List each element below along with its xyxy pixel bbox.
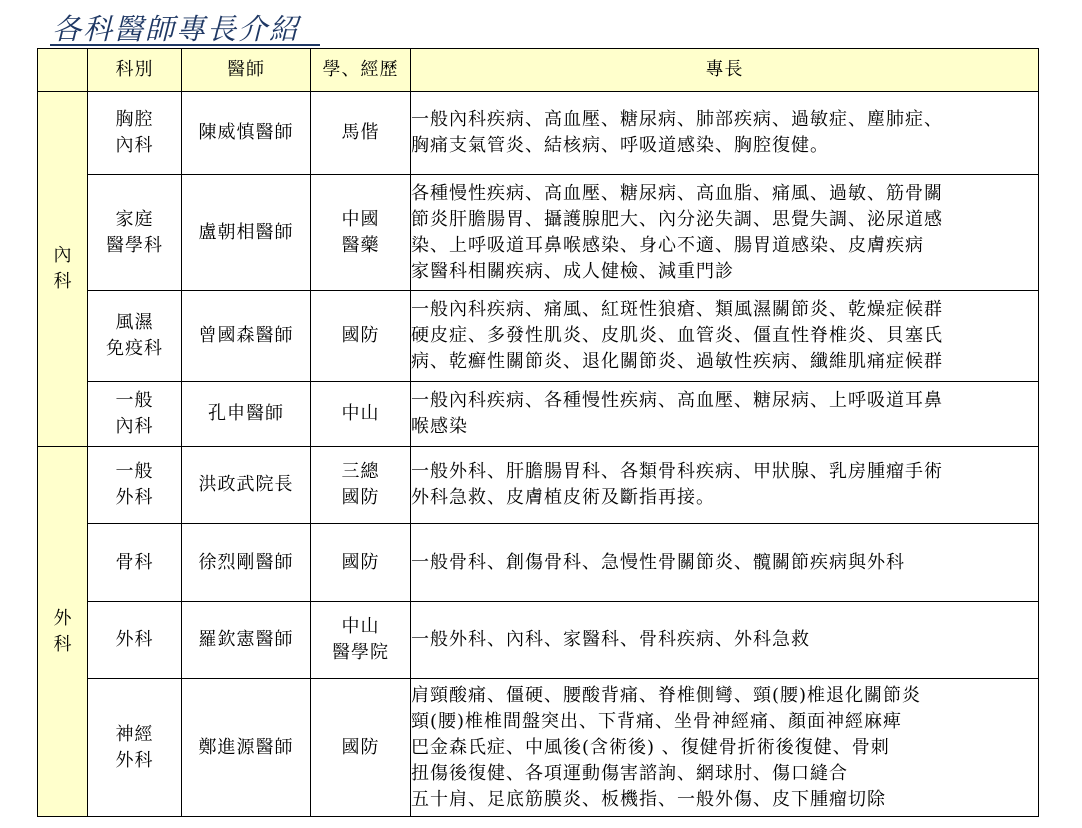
group-label: 科: [53, 271, 72, 292]
specialty-line: 巴金森氏症、中風後(含術後) 、復健骨折術後復健、骨刺: [411, 736, 890, 758]
specialty-line: 硬皮症、多發性肌炎、皮肌炎、血管炎、僵直性脊椎炎、貝塞氏: [411, 325, 943, 346]
school-cell: [311, 679, 411, 817]
specialty-cell: [411, 92, 1039, 175]
dept-label: 一般: [115, 390, 154, 411]
doctor-cell: 陳威慎醫師: [182, 92, 311, 175]
dept-cell: [88, 447, 182, 524]
specialty-cell: [411, 291, 1039, 382]
dept-label: 內科: [115, 135, 154, 156]
specialty-table: [37, 48, 1039, 817]
school-label: 國防: [341, 736, 380, 758]
dept-cell: [88, 291, 182, 382]
dept-label: 外科: [115, 749, 154, 771]
doctor-cell: 徐烈剛醫師: [182, 524, 311, 602]
specialty-line: 頸(腰)椎椎間盤突出、下背痛、坐骨神經痛、顏面神經麻痺: [411, 710, 903, 732]
title-underline: [50, 44, 320, 46]
specialty-cell: [411, 679, 1039, 817]
dept-label: 神經: [115, 723, 154, 745]
specialty-line: 喉感染: [411, 416, 468, 437]
page-title: 各科醫師專長介紹: [52, 12, 301, 46]
table-row: [38, 447, 1039, 524]
dept-label: 胸腔: [115, 109, 154, 130]
group-label: 科: [53, 633, 72, 655]
dept-label: 骨科: [115, 551, 154, 573]
school-cell: [311, 175, 411, 291]
table-row: [38, 291, 1039, 382]
doctor-cell: 鄭進源醫師: [182, 679, 311, 817]
specialty-line: 一般外科、肝膽腸胃科、各類骨科疾病、甲狀腺、乳房腫瘤手術: [411, 461, 943, 482]
school-cell: [311, 291, 411, 382]
specialty-line: 胸痛支氣管炎、結核病、呼吸道感染、胸腔復健。: [411, 135, 829, 156]
header-doctor: 醫師: [182, 49, 311, 92]
dept-label: 家庭: [115, 208, 154, 230]
dept-cell: [88, 92, 182, 175]
dept-label: 一般: [115, 461, 154, 482]
dept-cell: [88, 175, 182, 291]
school-label: 中國: [341, 208, 380, 230]
specialty-line: 五十肩、足底筋膜炎、板機指、一般外傷、皮下腫瘤切除: [411, 788, 886, 810]
school-label: 國防: [341, 487, 380, 508]
school-label: 中山: [341, 616, 380, 637]
doctor-cell: 曾國森醫師: [182, 291, 311, 382]
school-label: 馬偕: [341, 122, 380, 143]
school-cell: [311, 382, 411, 447]
header-school: 學、經歷: [311, 49, 411, 92]
header-dept: 科別: [88, 49, 182, 92]
dept-label: 外科: [115, 629, 154, 650]
doctor-cell: 洪政武院長: [182, 447, 311, 524]
specialty-line: 家醫科相關疾病、成人健檢、減重門診: [411, 260, 734, 282]
specialty-line: 病、乾癬性關節炎、退化關節炎、過敏性疾病、纖維肌痛症候群: [411, 351, 943, 372]
specialty-line: 扭傷後復健、各項運動傷害諮詢、網球肘、傷口縫合: [411, 762, 848, 784]
specialty-line: 染、上呼吸道耳鼻喉感染、身心不適、腸胃道感染、皮膚疾病: [411, 234, 924, 256]
header-specialty: 專長: [411, 49, 1039, 92]
school-label: 醫學院: [332, 642, 389, 663]
school-cell: [311, 524, 411, 602]
specialty-cell: [411, 382, 1039, 447]
dept-cell: [88, 524, 182, 602]
header-row: [38, 49, 1039, 92]
specialty-line: 各種慢性疾病、高血壓、糖尿病、高血脂、痛風、過敏、筋骨關: [411, 182, 943, 204]
group-label: 外: [53, 607, 72, 629]
school-label: 國防: [341, 325, 380, 346]
school-label: 三總: [341, 461, 380, 482]
doctor-cell: 孔申醫師: [182, 382, 311, 447]
specialty-cell: [411, 602, 1039, 679]
specialty-line: 外科急救、皮膚植皮術及斷指再接。: [411, 487, 715, 508]
group-internal-medicine: [38, 92, 88, 447]
school-label: 醫藥: [341, 234, 380, 256]
header-group-cell: [38, 49, 88, 92]
specialty-line: 肩頸酸痛、僵硬、腰酸背痛、脊椎側彎、頸(腰)椎退化關節炎: [411, 684, 922, 706]
dept-cell: [88, 679, 182, 817]
table-row: [38, 679, 1039, 817]
dept-label: 醫學科: [106, 234, 163, 256]
school-cell: [311, 92, 411, 175]
table-row: [38, 382, 1039, 447]
table-row: [38, 175, 1039, 291]
specialty-line: 節炎肝膽腸胃、攝護腺肥大、內分泌失調、思覺失調、泌尿道感: [411, 208, 943, 230]
doctor-cell: 盧朝相醫師: [182, 175, 311, 291]
group-surgery: [38, 447, 88, 817]
specialty-line: 一般內科疾病、高血壓、糖尿病、肺部疾病、過敏症、塵肺症、: [411, 109, 943, 130]
specialty-cell: [411, 447, 1039, 524]
dept-cell: [88, 382, 182, 447]
doctor-cell: 羅欽憲醫師: [182, 602, 311, 679]
specialty-line: 一般外科、內科、家醫科、骨科疾病、外科急救: [411, 629, 810, 650]
dept-label: 風濕: [115, 312, 154, 333]
specialty-line: 一般內科疾病、各種慢性疾病、高血壓、糖尿病、上呼吸道耳鼻: [411, 390, 943, 411]
group-label: 內: [53, 245, 72, 266]
dept-label: 內科: [115, 416, 154, 437]
dept-label: 免疫科: [106, 338, 163, 359]
school-cell: [311, 602, 411, 679]
table-row: [38, 602, 1039, 679]
dept-label: 外科: [115, 487, 154, 508]
specialty-cell: [411, 175, 1039, 291]
specialty-line: 一般骨科、創傷骨科、急慢性骨關節炎、髖關節疾病與外科: [411, 551, 905, 573]
school-cell: [311, 447, 411, 524]
specialty-cell: [411, 524, 1039, 602]
school-label: 中山: [341, 403, 380, 424]
table-row: [38, 524, 1039, 602]
school-label: 國防: [341, 551, 380, 573]
dept-cell: [88, 602, 182, 679]
specialty-line: 一般內科疾病、痛風、紅斑性狼瘡、類風濕關節炎、乾燥症候群: [411, 299, 943, 320]
table-row: [38, 92, 1039, 175]
